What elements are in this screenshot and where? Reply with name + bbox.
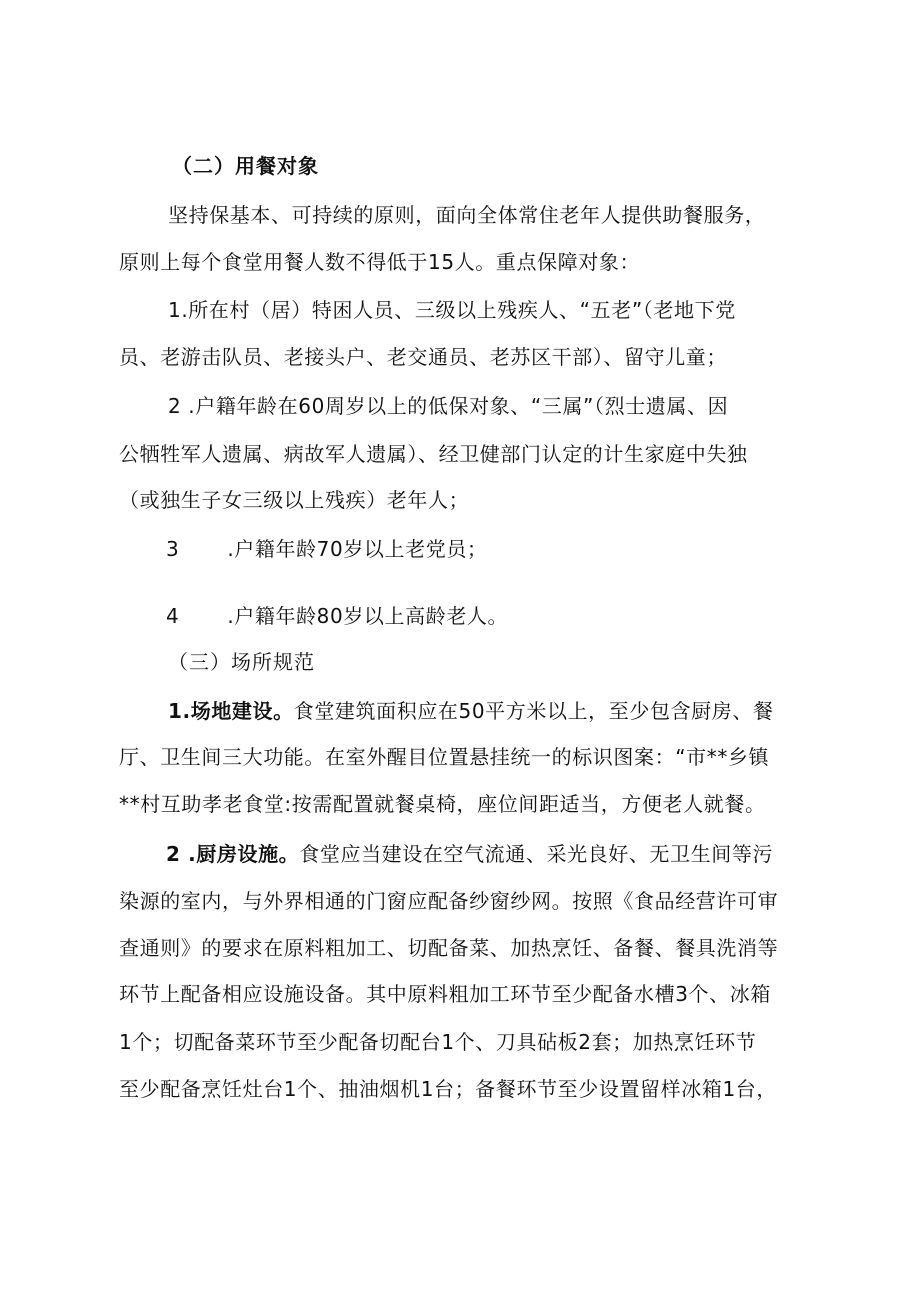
list-item-number: 3 [166,537,180,561]
list-item-text: .户籍年龄80岁以上高龄老人。 [227,604,509,628]
paragraph-lead: 1.场地建设。 [168,699,294,723]
paragraph-line: 原则上每个食堂用餐人数不得低于15人。重点保障对象： [119,250,641,274]
paragraph-text: 食堂应当建设在空气流通、采光良好、无卫生间等污 [299,842,774,866]
paragraph-line: 染源的室内，与外界相通的门窗应配备纱窗纱网。按照《食品经营许可审 [119,889,779,913]
paragraph-line: 1个；切配备菜环节至少配备切配台1个、刀具砧板2套；加热烹饪环节 [119,1030,757,1054]
list-item-line: 2 .户籍年龄在60周岁以上的低保对象、“三属”（烈士遗属、因 [168,394,729,418]
section-heading-dining-targets: （二）用餐对象 [172,154,319,178]
paragraph-line [168,697,774,725]
paragraph-text: 食堂建筑面积应在50平方米以上，至少包含厨房、餐 [293,699,774,723]
paragraph-line: 至少配备烹饪灶台1个、抽油烟机1台；备餐环节至少设置留样冰箱1台， [119,1077,777,1101]
list-item-line: 公牺牲军人遗属、病故军人遗属）、经卫健部门认定的计生家庭中失独 [119,442,748,466]
list-item-number: 4 [166,604,180,628]
list-item-line: 1.所在村（居）特困人员、三级以上残疾人、“五老”（老地下党 [168,298,736,322]
paragraph-line: 厅、卫生间三大功能。在室外醒目位置悬挂统一的标识图案：“市**乡镇 [119,745,770,769]
list-item-text: .户籍年龄70岁以上老党员； [227,537,488,561]
paragraph-line: 环节上配备相应设施设备。其中原料粗加工环节至少配备水槽3个、冰箱 [119,982,771,1006]
paragraph-line [166,840,773,868]
paragraph-lead: 2 .厨房设施。 [166,842,300,866]
list-item-line [166,602,508,630]
paragraph-line: 查通则》的要求在原料粗加工、切配备菜、加热烹饪、备餐、餐具洗消等 [119,936,779,960]
list-item-line: （或独生子女三级以上残疾）老年人； [119,488,470,512]
list-item-line [166,535,488,563]
paragraph-line: **村互助孝老食堂:按需配置就餐桌椅，座位间距适当，方便老人就餐。 [119,792,766,816]
section-heading-venue-standards: （三）场所规范 [168,650,315,674]
list-item-line: 员、老游击队员、老接头户、老交通员、老苏区干部）、留守儿童； [119,345,727,369]
paragraph-line: 坚持保基本、可持续的原则，面向全体常住老年人提供助餐服务， [168,203,766,227]
